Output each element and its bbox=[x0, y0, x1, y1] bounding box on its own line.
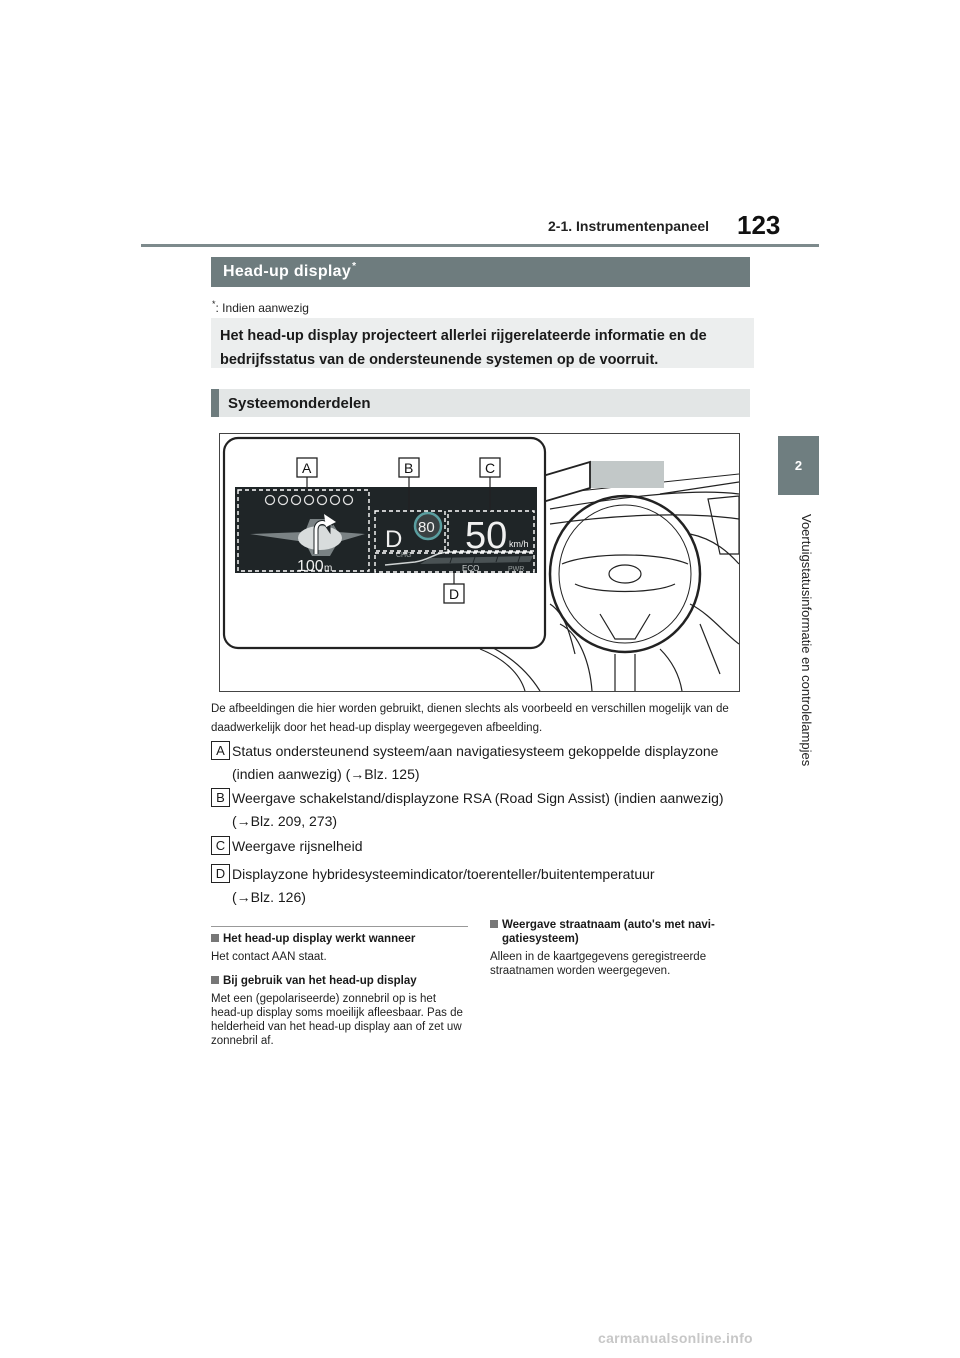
watermark: carmanualsonline.info bbox=[598, 1330, 753, 1346]
legend-item-a bbox=[211, 740, 756, 786]
legend-letter-d: D bbox=[211, 864, 230, 883]
distance-value: 100 bbox=[297, 558, 324, 575]
section-reference: 2-1. Instrumentenpaneel bbox=[548, 218, 710, 234]
note-usage-body: Met een (gepolariseerde) zonnebril op is het head-up display soms moeilijk afleesbaar. Pas de helderheid van het head-up display aan of zet uw zonnebril af. bbox=[211, 993, 463, 1047]
note-operation-body: Het contact AAN staat. bbox=[211, 951, 327, 963]
eco-label: ECO bbox=[462, 564, 480, 573]
legend-text-b-ref: (→Blz. 209, 273) bbox=[232, 813, 338, 829]
note-street-name-body: Alleen in de kaartgegevens geregistreerde straatnamen worden weergegeven. bbox=[490, 951, 707, 977]
legend-text-b: Weergave schakelstand/displayzone RSA (Road Sign Assist) (indien aanwezig) bbox=[232, 790, 724, 806]
callout-c-letter: C bbox=[485, 460, 496, 476]
note-street-name bbox=[490, 918, 748, 978]
legend-letter-a: A bbox=[211, 741, 230, 760]
note-operation bbox=[211, 932, 468, 964]
intro-box: Het head-up display projecteert allerlei rijgerelateerde informatie en de bedrijfsstatus van de ondersteunende systemen op de voorruit. bbox=[211, 318, 754, 368]
notes-divider bbox=[211, 926, 468, 927]
chapter-title: Voertuigstatusinformatie en controlelampjes bbox=[799, 513, 814, 767]
footnote-marker: * bbox=[212, 299, 216, 309]
legend-text-d-ref: (→Blz. 126) bbox=[232, 889, 306, 905]
legend-item-b bbox=[211, 787, 756, 833]
figure-caption: De afbeeldingen die hier worden gebruikt, dienen slechts als voorbeeld en verschillen mogelijk van de daadwerkelijk door het head-up display weergegeven afbeelding. bbox=[211, 703, 729, 734]
windshield-projection-area bbox=[590, 461, 664, 488]
page-number: 123 bbox=[737, 210, 781, 240]
callout-b-letter: B bbox=[404, 460, 414, 476]
callout-a-letter: A bbox=[302, 460, 312, 476]
page-title-text: Head-up display bbox=[223, 263, 352, 280]
legend-letter-c: C bbox=[211, 836, 230, 855]
note-usage bbox=[211, 974, 468, 1048]
legend-text-d: Displayzone hybridesysteemindicator/toerenteller/buitentemperatuur bbox=[232, 866, 655, 882]
legend-letter-b: B bbox=[211, 788, 230, 807]
legend-text-a-ref: (indien aanwezig) (→Blz. 125) bbox=[232, 766, 420, 782]
gear-indicator: D bbox=[385, 526, 403, 553]
note-usage-heading: Bij gebruik van het head-up display bbox=[211, 974, 468, 988]
hud-figure bbox=[219, 433, 740, 692]
header-rule bbox=[141, 244, 819, 247]
legend-text-c: Weergave rijsnelheid bbox=[232, 838, 363, 854]
footnote-text: : Indien aanwezig bbox=[215, 301, 309, 315]
footnote bbox=[212, 299, 309, 315]
pwr-label: PWR bbox=[508, 566, 525, 573]
legend-item-d bbox=[211, 863, 756, 909]
speed-value: 50 bbox=[465, 515, 508, 557]
page-title bbox=[211, 257, 750, 287]
hud-illustration bbox=[220, 434, 739, 691]
chapter-tab: 2 bbox=[778, 436, 819, 495]
note-street-name-heading: Weergave straatnaam (auto's met navi-gatiesysteem) bbox=[490, 918, 748, 946]
callout-d-letter: D bbox=[449, 586, 460, 602]
distance-unit: m bbox=[324, 563, 333, 574]
legend-text-a: Status ondersteunend systeem/aan navigatiesysteem gekoppelde displayzone bbox=[232, 743, 719, 759]
speed-limit-value: 80 bbox=[418, 519, 435, 536]
note-operation-heading: Het head-up display werkt wanneer bbox=[211, 932, 468, 946]
subsection-title: Systeemonderdelen bbox=[211, 389, 750, 417]
title-footnote-marker: * bbox=[352, 260, 357, 272]
legend-item-c bbox=[211, 835, 756, 858]
speed-unit: km/h bbox=[509, 539, 529, 549]
chg-label: CHG bbox=[396, 552, 412, 559]
